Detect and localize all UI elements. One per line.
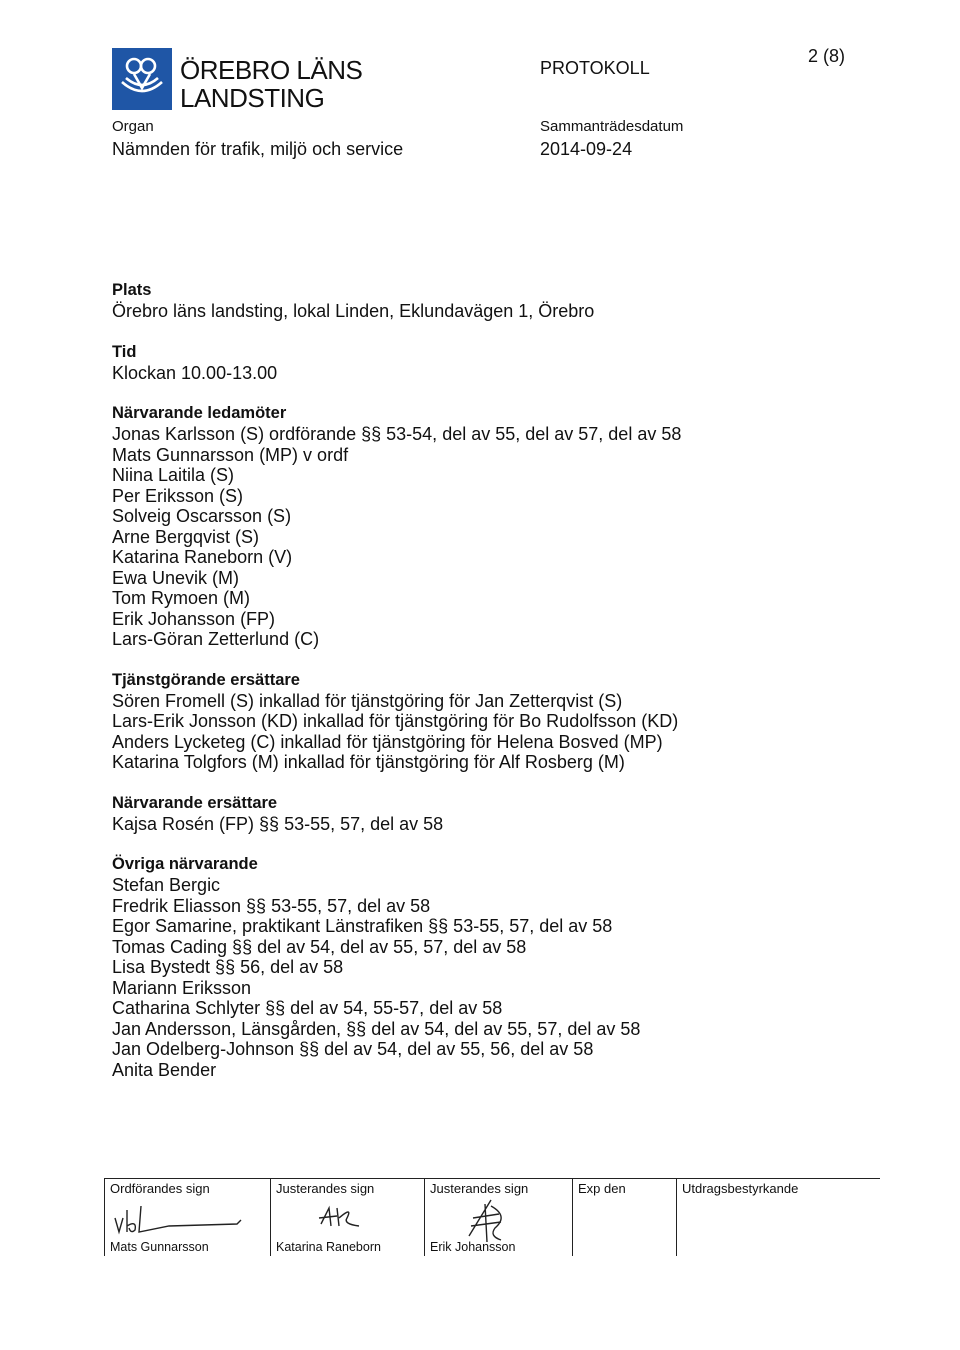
signature-label: Utdragsbestyrkande — [682, 1181, 799, 1196]
signature-label: Justerandes sign — [276, 1181, 375, 1196]
signature-table — [104, 1178, 880, 1256]
section-line: Jan Odelberg-Johnson §§ del av 54, del av 55, 56, del av 58 — [112, 1039, 594, 1059]
section-line: Mats Gunnarsson (MP) v ordf — [112, 444, 349, 465]
signature-cell-adjuster-1 — [270, 1178, 425, 1256]
section-line: Niina Laitila (S) — [112, 465, 235, 485]
signatory-name: Mats Gunnarsson — [110, 1240, 209, 1254]
page-number: 2 (8) — [808, 46, 846, 66]
section-line: Tom Rymoen (M) — [112, 588, 251, 608]
section-line: Lars-Göran Zetterlund (C) — [112, 629, 320, 649]
org-name-line2: LANDSTING — [180, 83, 325, 113]
section-line: Ewa Unevik (M) — [112, 567, 240, 588]
section-heading: Tid — [112, 342, 137, 361]
organ-label: Organ — [112, 118, 154, 135]
section-line: Anders Lycketeg (C) inkallad för tjänstgöring för Helena Bosved (MP) — [112, 731, 663, 752]
protocol-body — [112, 280, 912, 1100]
section-line: Mariann Eriksson — [112, 977, 252, 998]
section-line: Catharina Schlyter §§ del av 54, 55-57, del av 58 — [112, 998, 503, 1018]
signature-label: Ordförandes sign — [110, 1181, 210, 1196]
org-name-line1: ÖREBRO LÄNS — [180, 55, 363, 85]
section-heading: Närvarande ersättare — [112, 793, 278, 812]
section-line: Anita Bender — [112, 1059, 217, 1080]
organ-value: Nämnden för trafik, miljö och service — [112, 139, 404, 159]
signatory-name: Erik Johansson — [430, 1240, 516, 1254]
section-line: Erik Johansson (FP) — [112, 608, 276, 629]
signature-cell-chair — [104, 1178, 271, 1256]
signatory-name: Katarina Raneborn — [276, 1240, 381, 1254]
section-line: Stefan Bergic — [112, 875, 221, 895]
section-line: Lisa Bystedt §§ 56, del av 58 — [112, 957, 344, 977]
section-line: Solveig Oscarsson (S) — [112, 506, 292, 526]
section-line: Sören Fromell (S) inkallad för tjänstgöring för Jan Zetterqvist (S) — [112, 690, 623, 711]
section-line: Per Eriksson (S) — [112, 485, 244, 506]
document-title: PROTOKOLL — [540, 58, 650, 78]
signature-label: Exp den — [578, 1181, 626, 1196]
section-line: Jan Andersson, Länsgården, §§ del av 54, del av 55, 57, del av 58 — [112, 1018, 641, 1039]
signature-label: Justerandes sign — [430, 1181, 529, 1196]
section-line: Kajsa Rosén (FP) §§ 53-55, 57, del av 58 — [112, 813, 444, 834]
signature-cell-certification — [676, 1178, 881, 1256]
section-line: Arne Bergqvist (S) — [112, 526, 260, 547]
handwritten-signature-adjuster-2 — [429, 1196, 569, 1246]
section-line: Örebro läns landsting, lokal Linden, Eklundavägen 1, Örebro — [112, 301, 595, 321]
section-line: Egor Samarine, praktikant Länstrafiken §§ 53-55, 57, del av 58 — [112, 916, 613, 936]
section-heading: Övriga närvarande — [112, 855, 258, 873]
handwritten-signature-chair — [109, 1196, 259, 1236]
protocol-section — [112, 793, 912, 835]
landsting-logo-icon — [112, 48, 172, 110]
section-heading: Plats — [112, 281, 152, 299]
protocol-section — [112, 342, 912, 384]
protocol-section — [112, 670, 912, 773]
protocol-section — [112, 854, 912, 1080]
section-line: Fredrik Eliasson §§ 53-55, 57, del av 58 — [112, 895, 431, 916]
section-line: Katarina Raneborn (V) — [112, 547, 293, 567]
section-line: Katarina Tolgfors (M) inkallad för tjänstgöring för Alf Rosberg (M) — [112, 752, 625, 772]
meeting-date-label: Sammanträdesdatum — [540, 118, 684, 135]
section-heading: Närvarande ledamöter — [112, 404, 287, 422]
signature-cell-adjuster-2 — [424, 1178, 573, 1256]
section-heading: Tjänstgörande ersättare — [112, 670, 300, 689]
section-line: Jonas Karlsson (S) ordförande §§ 53-54, del av 55, del av 57, del av 58 — [112, 424, 682, 444]
meeting-date-value: 2014-09-24 — [540, 139, 633, 159]
signature-cell-exp — [572, 1178, 677, 1256]
section-line: Klockan 10.00-13.00 — [112, 362, 278, 383]
section-line: Lars-Erik Jonsson (KD) inkallad för tjänstgöring för Bo Rudolfsson (KD) — [112, 711, 679, 731]
section-line: Tomas Cading §§ del av 54, del av 55, 57, del av 58 — [112, 936, 527, 957]
handwritten-signature-adjuster-1 — [275, 1196, 415, 1236]
protocol-section — [112, 403, 912, 650]
protocol-section — [112, 280, 912, 322]
